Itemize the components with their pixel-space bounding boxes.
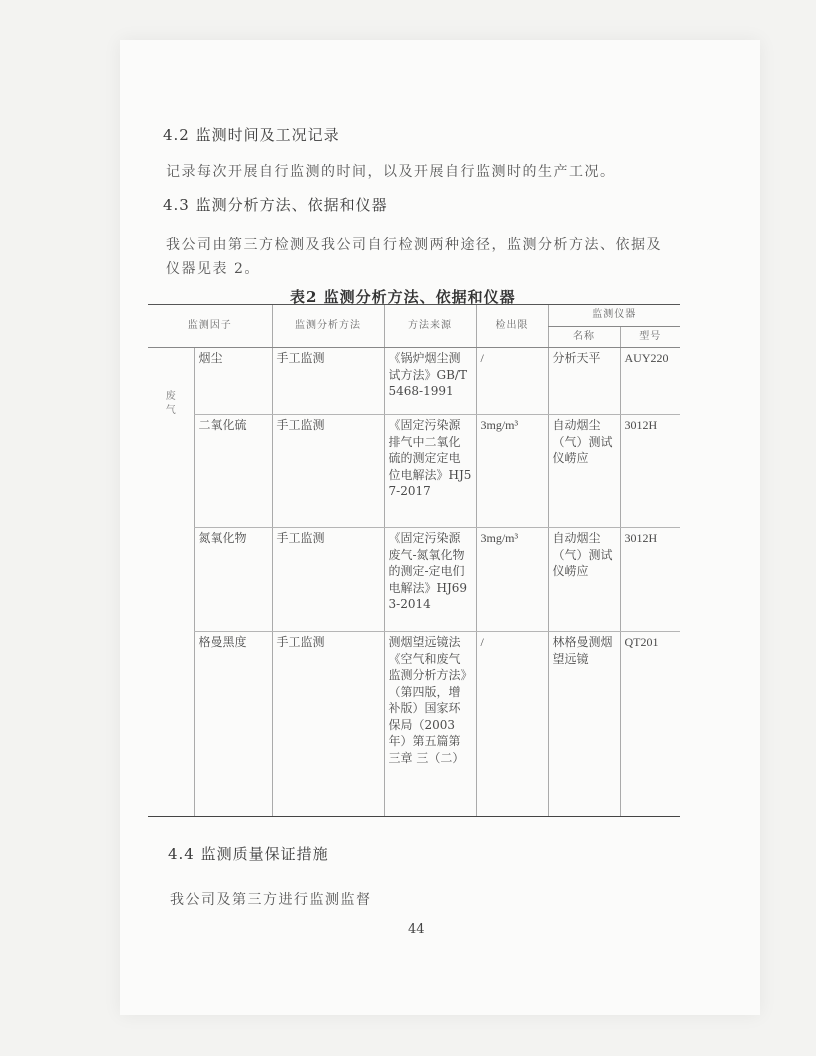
cell-factor: 二氧化硫 — [194, 415, 272, 528]
section-4-3-heading: 4.3 监测分析方法、依据和仪器 — [163, 196, 388, 214]
cell-limit: 3mg/m³ — [476, 415, 548, 528]
cell-instrument-model: AUY220 — [620, 348, 680, 415]
section-4-3-text-line1: 我公司由第三方检测及我公司自行检测两种途径，监测分析方法、依据及 — [166, 237, 662, 253]
cell-limit: / — [476, 632, 548, 817]
header-instrument: 监测仪器 — [548, 305, 680, 327]
table-row — [148, 415, 680, 528]
section-4-2-text: 记录每次开展自行监测的时间，以及开展自行监测时的生产工况。 — [166, 164, 616, 180]
section-4-3-text-line2: 仪器见表 2。 — [166, 261, 260, 277]
header-limit: 检出限 — [476, 305, 548, 348]
cell-method: 手工监测 — [272, 348, 384, 415]
cell-source: 测烟望远镜法《空气和废气监测分析方法》（第四版，增补版）国家环保局（2003年）第五篇第三章 三（二） — [384, 632, 476, 817]
section-4-4-heading: 4.4 监测质量保证措施 — [168, 845, 329, 863]
category-cell: 废气 — [148, 348, 194, 817]
table-row — [148, 632, 680, 817]
cell-instrument-model: 3012H — [620, 528, 680, 632]
cell-method: 手工监测 — [272, 415, 384, 528]
cell-method: 手工监测 — [272, 632, 384, 817]
header-method: 监测分析方法 — [272, 305, 384, 348]
cell-instrument-name: 自动烟尘（气）测试仪崂应 — [548, 415, 620, 528]
cell-limit: 3mg/m³ — [476, 528, 548, 632]
table-row — [148, 348, 680, 415]
table-caption: 表2 监测分析方法、依据和仪器 — [290, 288, 516, 306]
cell-instrument-model: QT201 — [620, 632, 680, 817]
cell-method: 手工监测 — [272, 528, 384, 632]
table-row — [148, 528, 680, 632]
page-number: 44 — [408, 922, 425, 937]
cell-limit: / — [476, 348, 548, 415]
cell-instrument-name: 林格曼测烟望远镜 — [548, 632, 620, 817]
methods-table — [148, 304, 680, 817]
cell-instrument-name: 自动烟尘（气）测试仪崂应 — [548, 528, 620, 632]
section-4-2-heading: 4.2 监测时间及工况记录 — [163, 126, 340, 144]
header-source: 方法来源 — [384, 305, 476, 348]
cell-instrument-name: 分析天平 — [548, 348, 620, 415]
cell-instrument-model: 3012H — [620, 415, 680, 528]
cell-factor: 格曼黑度 — [194, 632, 272, 817]
cell-source: 《固定污染源废气-氮氧化物的测定-定电们电解法》HJ693-2014 — [384, 528, 476, 632]
header-instrument-model: 型号 — [620, 326, 680, 348]
cell-factor: 烟尘 — [194, 348, 272, 415]
cell-factor: 氮氧化物 — [194, 528, 272, 632]
section-4-4-text: 我公司及第三方进行监测监督 — [170, 892, 372, 908]
header-factor: 监测因子 — [148, 305, 272, 348]
cell-source: 《锅炉烟尘测试方法》GB/T5468-1991 — [384, 348, 476, 415]
cell-source: 《固定污染源排气中二氧化硫的测定定电位电解法》HJ57-2017 — [384, 415, 476, 528]
header-instrument-name: 名称 — [548, 326, 620, 348]
